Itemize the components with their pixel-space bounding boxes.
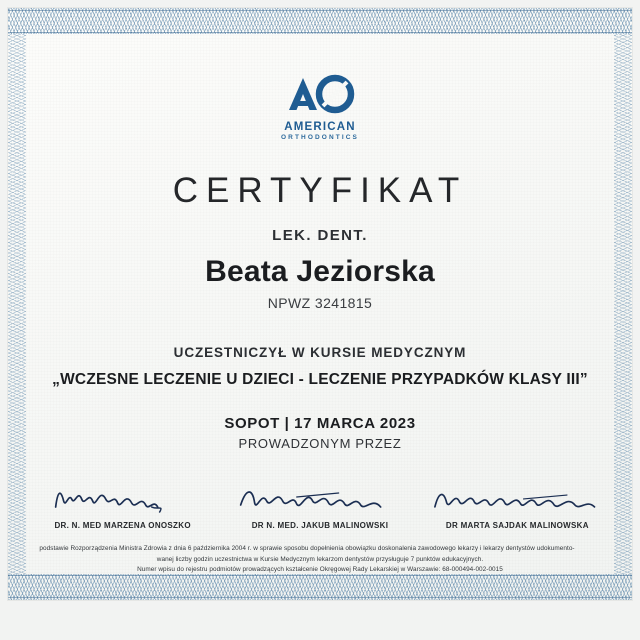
legal-footnote [32,544,608,576]
handwritten-signature-icon [429,477,606,517]
handwritten-signature-icon [34,477,211,517]
legal-line-2: wanej liczby godzin uczestnictwa w Kursie Medycznym lekarzom dentystów przysługuje 7 punktów edukacyjnych. [156,555,484,563]
place-and-date: SOPOT | 17 MARCA 2023 [224,415,416,432]
conducted-by-label: PROWADZONYM PRZEZ [238,436,402,451]
signer-name: DR. N. MED MARZENA ONOSZKO [54,521,191,530]
logo-brand-subtitle: ORTHODONTICS [281,134,359,141]
signature-block-3 [429,477,606,530]
ao-monogram-icon [283,72,357,114]
border-rule-bottom-outer [8,597,632,598]
legal-line-3: Numer wpisu do rejestru podmiotów prowadzących kształcenie Okręgowej Rady Lekarskiej w Warszawie: 68-000494-002-0015 [137,566,503,574]
registration-number: NPWZ 3241815 [267,295,373,311]
participation-line: UCZESTNICZYŁ W KURSIE MEDYCZNYM [173,345,467,360]
border-rule-top-inner [8,32,632,33]
signature-block-1 [34,477,211,530]
signer-name: DR MARTA SAJDAK MALINOWSKA [445,521,589,530]
decorative-border-left [8,34,26,574]
brand-logo [32,72,608,141]
handwritten-signature-icon [231,477,408,517]
decorative-border-right [614,34,632,574]
page-title: CERTYFIKAT [172,171,468,210]
logo-brand-name: AMERICAN [284,121,356,133]
border-rule-top-outer [8,10,632,11]
certificate-sheet [8,8,632,600]
recipient-name: Beata Jeziorska [205,255,435,288]
recipient-degree: LEK. DENT. [272,227,368,244]
signature-block-2 [231,477,408,530]
legal-line-1: podstawie Rozporządzenia Ministra Zdrowia z dnia 6 października 2004 r. w sprawie sposobu dopełnienia obowiązku doskonalenia zawodowego lekarzy i lekarzy dentystów udokumento- [39,545,575,552]
signer-name: DR N. MED. JAKUB MALINOWSKI [251,521,389,530]
signature-row [32,477,608,530]
course-title: „WCZESNE LECZENIE U DZIECI - LECZENIE PRZYPADKÓW KLASY III” [52,371,588,388]
decorative-border-top [8,8,632,34]
certificate-content [32,42,608,574]
